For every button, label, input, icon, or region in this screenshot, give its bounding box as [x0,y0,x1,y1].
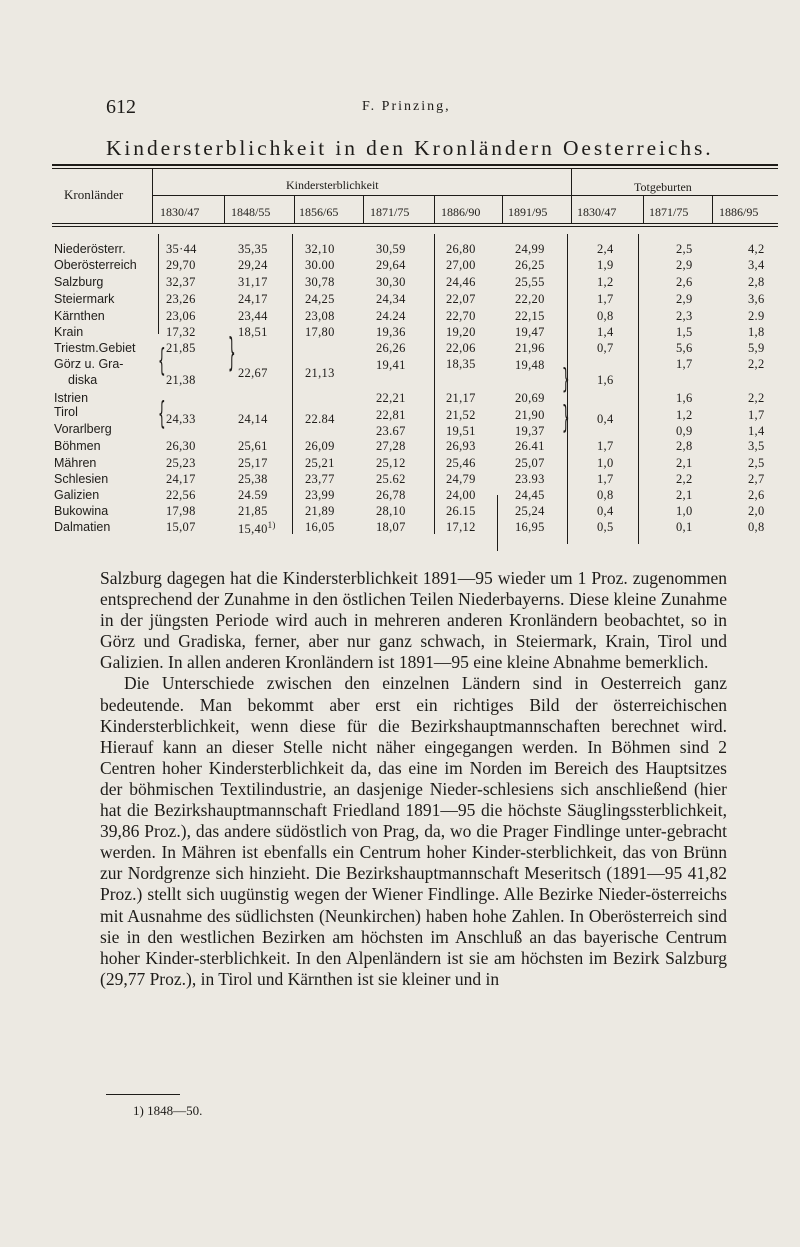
column-rule [292,234,293,534]
table-cell: 30,30 [376,275,406,289]
table-cell: 1,6 [597,373,614,387]
table-cell: 1,7 [676,357,693,371]
table-cell [238,520,276,537]
table-cell: 28,10 [376,504,406,518]
table-cell: 24,45 [515,488,545,502]
table-cell: 22,15 [515,309,545,323]
table-cell: 0,1 [676,520,693,534]
table-cell: 32,37 [166,275,196,289]
table-cell: 21,13 [305,366,335,380]
table-cell: 21,85 [238,504,268,518]
table-cell: 0,5 [597,520,614,534]
period-header: 1891/95 [508,205,548,219]
table-cell: 25,24 [515,504,545,518]
table-cell: 26,30 [166,439,196,453]
table-cell: 19,20 [446,325,476,339]
table-cell: 21,17 [446,391,476,405]
table-cell: 1,4 [748,424,765,438]
table-cell: 32,10 [305,242,335,256]
land-name: Bukowina [54,504,109,518]
table-cell: 23,08 [305,309,335,323]
table-cell: 24,17 [238,292,268,306]
table-cell: 19,37 [515,424,545,438]
land-name: Görz u. Gra- [54,357,124,371]
table-cell: 23.67 [376,424,406,438]
table-cell: 26,80 [446,242,476,256]
table-cell: 17,32 [166,325,196,339]
brace-glyph: { [158,394,166,432]
table-title: Kindersterblichkeit in den Kronländern Oesterreichs. [106,136,714,160]
table-cell: 23,06 [166,309,196,323]
table-cell: 1,7 [597,472,614,486]
land-name: Salzburg [54,275,104,289]
column-rule [571,168,572,223]
table-cell: 17,12 [446,520,476,534]
table-cell: 21,38 [166,373,196,387]
table-cell: 16,05 [305,520,335,534]
table-cell: 17,98 [166,504,196,518]
table-cell: 21,89 [305,504,335,518]
table-cell: 24,25 [305,292,335,306]
table-cell: 1,9 [597,258,614,272]
land-name: Steiermark [54,292,115,306]
table-cell: 30.00 [305,258,335,272]
land-name: diska [68,373,98,387]
table-cell: 24,99 [515,242,545,256]
table-cell: 1,8 [748,325,765,339]
table-cell: 26,93 [446,439,476,453]
table-cell: 2,8 [676,439,693,453]
header-bottom-rule [52,223,778,224]
table-cell: 29,64 [376,258,406,272]
table-cell: 30,78 [305,275,335,289]
table-cell: 2,1 [676,456,693,470]
table-top-rule [52,164,778,166]
table-cell: 25,12 [376,456,406,470]
table-cell: 3,5 [748,439,765,453]
body-text [100,568,727,990]
table-cell: 25,61 [238,439,268,453]
table-cell: 25,46 [446,456,476,470]
table-cell: 1,2 [597,275,614,289]
land-name: Dalmatien [54,520,111,534]
table-cell: 27,28 [376,439,406,453]
table-cell: 18,07 [376,520,406,534]
column-rule [294,196,295,223]
table-cell: 26,26 [376,341,406,355]
table-cell: 26.41 [515,439,545,453]
table-cell: 26,25 [515,258,545,272]
table-cell: 23,77 [305,472,335,486]
land-name: Tirol [54,405,78,419]
table-cell: 18,35 [446,357,476,371]
table-cell: 25,17 [238,456,268,470]
table-cell: 0,7 [597,341,614,355]
table-cell: 27,00 [446,258,476,272]
table-top-rule-thin [52,168,778,169]
header-kindersterblichkeit: Kindersterblichkeit [286,178,379,192]
header-bottom-rule-2 [52,226,778,227]
land-name: Böhmen [54,439,101,453]
table-cell: 0,8 [748,520,765,534]
table-cell: 21,96 [515,341,545,355]
table-cell: 1,0 [597,456,614,470]
table-cell: 1,5 [676,325,693,339]
table-cell: 25,21 [305,456,335,470]
table-cell: 24,14 [238,412,268,426]
period-header: 1848/55 [231,205,271,219]
table-cell: 5,6 [676,341,693,355]
table-cell: 17,80 [305,325,335,339]
table-cell: 25,23 [166,456,196,470]
table-cell: 25,07 [515,456,545,470]
table-cell: 0,4 [597,504,614,518]
brace-glyph: } [562,398,570,436]
table-cell: 0,8 [597,488,614,502]
table-cell: 15,07 [166,520,196,534]
table-cell: 23.93 [515,472,545,486]
table-cell: 19,51 [446,424,476,438]
table-cell: 1,7 [748,408,765,422]
footnote-marker: 1) [267,520,276,530]
table-cell: 22,20 [515,292,545,306]
table-cell: 20,69 [515,391,545,405]
table-cell: 0,9 [676,424,693,438]
table-cell: 2,1 [676,488,693,502]
table-cell: 1,0 [676,504,693,518]
land-name: Oberösterreich [54,258,137,272]
footnote-rule [106,1094,180,1095]
table-cell: 23,26 [166,292,196,306]
table-cell: 2,3 [676,309,693,323]
table-cell: 2,0 [748,504,765,518]
table-cell: 2,7 [748,472,765,486]
land-name: Schlesien [54,472,109,486]
table-cell: 21,90 [515,408,545,422]
table-cell: 24,34 [376,292,406,306]
table-cell: 19,47 [515,325,545,339]
table-cell: 24,33 [166,412,196,426]
table-cell: 2.9 [748,309,765,323]
table-cell: 25,38 [238,472,268,486]
table-cell: 19,48 [515,358,545,372]
column-rule [638,234,639,544]
page-number: 612 [106,96,136,118]
table-cell: 25.62 [376,472,406,486]
land-name: Vorarlberg [54,422,112,436]
table-cell: 22,56 [166,488,196,502]
subheader-rule [152,195,778,196]
column-rule [363,196,364,223]
period-header: 1871/75 [649,205,689,219]
table-cell: 2,2 [748,357,765,371]
footnote: 1) 1848—50. [133,1103,203,1118]
table-cell: 3,4 [748,258,765,272]
period-header: 1886/95 [719,205,759,219]
column-rule [502,196,503,223]
table-cell: 1,4 [597,325,614,339]
table-cell: 19,36 [376,325,406,339]
table-cell: 22.84 [305,412,335,426]
table-cell: 1,6 [676,391,693,405]
table-cell: 24,17 [166,472,196,486]
paragraph: Die Unterschiede zwischen den einzelnen Ländern sind in Oesterreich ganz bedeutende. Man bekommt aber erst ein richtiges Bild der österreichischen Kindersterblichkeit, wenn diese für die Bezirkshauptmannschaften berechnet wird. Hierauf kann an dieser Stelle nicht näher eingegangen werden. In Böhmen sind 2 Centren hoher Kindersterblichkeit da, das eine im Norden im Bereich des Hauptsitzes der böhmischen Textilindustrie, an dasjenige Nieder-schlesiens sich anschließend (hier hat die Bezirkshauptmannschaft Friedland 1891—95 die höchste Säuglingssterblichkeit, 39,86 Proz.), das andere südöstlich von Prag, da, wo die Prager Findlinge unter-gebracht werden. In Mähren ist ebenfalls ein Centrum hoher Kinder-sterblichkeit, das von Brünn zur Nordgrenze sich hinzieht. Die Bezirkshauptmannschaft Meseritsch (1891—95 41,82 Proz.) stellt sich uugünstig wegen der Wiener Findlinge. Alle Bezirke Nieder-österreichs mit Ausnahme des südlichsten (Neunkirchen) haben hohe Zahlen. In Oberösterreich sind sie in den westlichen Bezirken am höchsten im Anschluß an das bayerische Centrum hoher Kinder-sterblichkeit. In den Alpenländern ist sie am höchsten im Bezirk Salzburg (29,77 Proz.), in Tirol und Kärnthen ist sie kleiner und in [100,673,727,989]
table-cell: 21,52 [446,408,476,422]
column-rule [712,196,713,223]
table-cell: 4,2 [748,242,765,256]
table-cell: 22,70 [446,309,476,323]
table-cell: 2,6 [748,488,765,502]
table-cell: 2,5 [748,456,765,470]
table-cell: 22,81 [376,408,406,422]
land-name: Istrien [54,391,89,405]
table-cell: 26.15 [446,504,476,518]
table-cell: 19,41 [376,358,406,372]
column-rule [643,196,644,223]
brace-glyph: } [562,362,570,396]
table-cell: 0,4 [597,412,614,426]
table-cell-value: 15,40 [238,522,268,537]
running-head-author: F. Prinzing, [362,99,451,114]
table-cell: 2,5 [676,242,693,256]
column-rule [224,196,225,223]
table-cell: 5,9 [748,341,765,355]
table-cell: 26,78 [376,488,406,502]
table-cell: 24,46 [446,275,476,289]
table-cell: 31,17 [238,275,268,289]
table-cell: 29,70 [166,258,196,272]
land-name: Niederösterr. [54,242,126,256]
table-cell: 18,51 [238,325,268,339]
period-header: 1856/65 [299,205,339,219]
brace-glyph: { [158,341,166,379]
paragraph: Salzburg dagegen hat die Kindersterblichkeit 1891—95 wieder um 1 Proz. zugenommen entsprechend der Zunahme in den östlichen Teilen Niederbayerns. Diese kleine Zunahme in der jüngsten Periode wird auch in mehreren anderen Kronländern beobachtet, so in Görz und Gradiska, ferner, aber nur ganz schwach, in Steiermark, Krain, Tirol und Galizien. In allen anderen Kronländern ist 1891—95 eine kleine Abnahme bemerklich. [100,568,727,673]
header-kronlaender: Kronländer [64,187,124,202]
table-cell: 23,44 [238,309,268,323]
table-cell: 30,59 [376,242,406,256]
table-cell: 26,09 [305,439,335,453]
period-header: 1871/75 [370,205,410,219]
table-cell: 2,6 [676,275,693,289]
land-name: Krain [54,325,84,339]
table-cell: 2,2 [748,391,765,405]
table-cell: 0,8 [597,309,614,323]
table-cell: 1,7 [597,292,614,306]
period-header: 1886/90 [441,205,481,219]
table-cell: 23,99 [305,488,335,502]
period-header: 1830/47 [577,205,617,219]
table-cell: 16,95 [515,520,545,534]
table-cell: 2,2 [676,472,693,486]
table-cell: 21,85 [166,341,196,355]
table-cell: 24.24 [376,309,406,323]
land-name: Triestm.Gebiet [54,341,136,355]
table-cell: 2,4 [597,242,614,256]
table-cell: 22,67 [238,366,268,380]
column-rule [158,234,159,334]
column-rule [152,168,153,223]
table-cell: 24,00 [446,488,476,502]
brace-glyph: } [228,329,236,375]
column-rule [434,234,435,534]
table-cell: 1,7 [597,439,614,453]
table-cell: 29,24 [238,258,268,272]
table-cell: 35,35 [238,242,268,256]
table-cell: 2,8 [748,275,765,289]
table-cell: 3,6 [748,292,765,306]
table-cell: 35·44 [166,242,197,256]
table-cell: 24.59 [238,488,268,502]
table-cell: 22,07 [446,292,476,306]
land-name: Mähren [54,456,97,470]
header-totgeburten: Totgeburten [634,180,692,194]
column-rule [434,196,435,223]
table-cell: 1,2 [676,408,693,422]
land-name: Galizien [54,488,100,502]
table-cell: 22,06 [446,341,476,355]
land-name: Kärnthen [54,309,105,323]
table-cell: 22,21 [376,391,406,405]
column-rule [497,495,498,551]
table-cell: 2,9 [676,258,693,272]
table-cell: 24,79 [446,472,476,486]
period-header: 1830/47 [160,205,200,219]
table-cell: 2,9 [676,292,693,306]
table-cell: 25,55 [515,275,545,289]
